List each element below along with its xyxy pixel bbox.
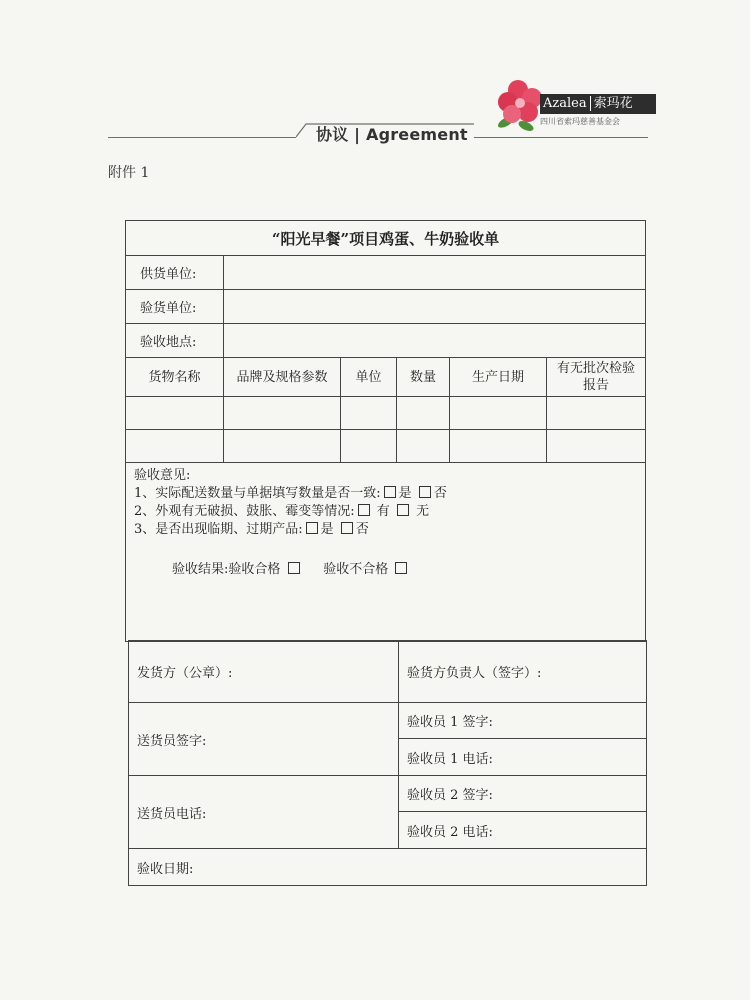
checkbox-icon[interactable] — [395, 562, 407, 574]
checkbox-icon[interactable] — [306, 522, 318, 534]
header-title: 协议 | Agreement — [316, 125, 468, 144]
table-cell[interactable] — [547, 397, 646, 430]
shipper-seal-field[interactable]: 发货方（公章）: — [129, 641, 399, 703]
table-cell[interactable] — [450, 397, 547, 430]
location-field[interactable] — [224, 324, 646, 358]
column-header: 货物名称 — [126, 358, 224, 397]
supplier-field[interactable] — [224, 256, 646, 290]
yes-label: 是 — [320, 522, 334, 537]
checkbox-icon[interactable] — [419, 486, 431, 498]
checkbox-icon[interactable] — [384, 486, 396, 498]
inspector2-sign-field[interactable]: 验收员 2 签字: — [399, 776, 647, 812]
supplier-label: 供货单位: — [126, 256, 224, 290]
attachment-label: 附件 1 — [108, 165, 150, 181]
q1-text: 1、实际配送数量与单据填写数量是否一致: — [134, 486, 381, 501]
opinion-q1 — [134, 485, 645, 503]
opinion-section — [126, 463, 646, 642]
no-label: 否 — [433, 486, 447, 501]
result-label: 验收结果: — [172, 562, 229, 577]
column-header: 单位 — [341, 358, 397, 397]
have-label: 有 — [376, 504, 390, 519]
column-header: 有无批次检验报告 — [547, 358, 646, 397]
q3-text: 3、是否出现临期、过期产品: — [134, 522, 303, 537]
logo-cn: 索玛花 — [593, 96, 633, 111]
column-header: 数量 — [397, 358, 450, 397]
table-cell[interactable] — [224, 430, 341, 463]
checkbox-icon[interactable] — [397, 504, 409, 516]
inspector1-sign-field[interactable]: 验收员 1 签字: — [399, 703, 647, 739]
opinion-q2 — [134, 503, 645, 521]
table-cell[interactable] — [450, 430, 547, 463]
table-cell[interactable] — [397, 397, 450, 430]
inspector2-phone-field[interactable]: 验收员 2 电话: — [399, 812, 647, 849]
pass-label: 验收合格 — [228, 562, 281, 577]
acceptance-result — [134, 561, 645, 579]
table-cell[interactable] — [126, 430, 224, 463]
location-label: 验收地点: — [126, 324, 224, 358]
column-header: 生产日期 — [450, 358, 547, 397]
opinion-heading: 验收意见: — [134, 468, 191, 483]
fail-label: 验收不合格 — [323, 562, 389, 577]
acceptance-form — [125, 220, 646, 642]
checkbox-icon[interactable] — [358, 504, 370, 516]
logo-subtitle: 四川省索玛慈善基金会 — [540, 117, 620, 126]
inspector1-phone-field[interactable]: 验收员 1 电话: — [399, 739, 647, 776]
q2-text: 2、外观有无破损、鼓胀、霉变等情况: — [134, 504, 355, 519]
logo-wordmark — [540, 94, 656, 114]
none-label: 无 — [416, 504, 430, 519]
delivery-sign-field[interactable]: 送货员签字: — [129, 703, 399, 776]
delivery-phone-field[interactable]: 送货员电话: — [129, 776, 399, 849]
receiver-sign-field[interactable]: 验货方负责人（签字）: — [399, 641, 647, 703]
receiver-unit-label: 验货单位: — [126, 290, 224, 324]
table-cell[interactable] — [547, 430, 646, 463]
table-cell[interactable] — [341, 430, 397, 463]
table-cell[interactable] — [341, 397, 397, 430]
yes-label: 是 — [398, 486, 412, 501]
table-cell[interactable] — [126, 397, 224, 430]
no-label: 否 — [355, 522, 369, 537]
table-row — [126, 430, 646, 463]
column-header: 品牌及规格参数 — [224, 358, 341, 397]
logo-en: Azalea — [543, 96, 587, 111]
date-field[interactable]: 验收日期: — [129, 849, 647, 886]
form-title: “阳光早餐”项目鸡蛋、牛奶验收单 — [126, 221, 646, 256]
logo — [496, 78, 656, 134]
checkbox-icon[interactable] — [341, 522, 353, 534]
receiver-unit-field[interactable] — [224, 290, 646, 324]
checkbox-icon[interactable] — [288, 562, 300, 574]
opinion-q3 — [134, 521, 645, 539]
table-cell[interactable] — [397, 430, 450, 463]
table-row — [126, 397, 646, 430]
table-cell[interactable] — [224, 397, 341, 430]
signature-section — [128, 640, 647, 886]
